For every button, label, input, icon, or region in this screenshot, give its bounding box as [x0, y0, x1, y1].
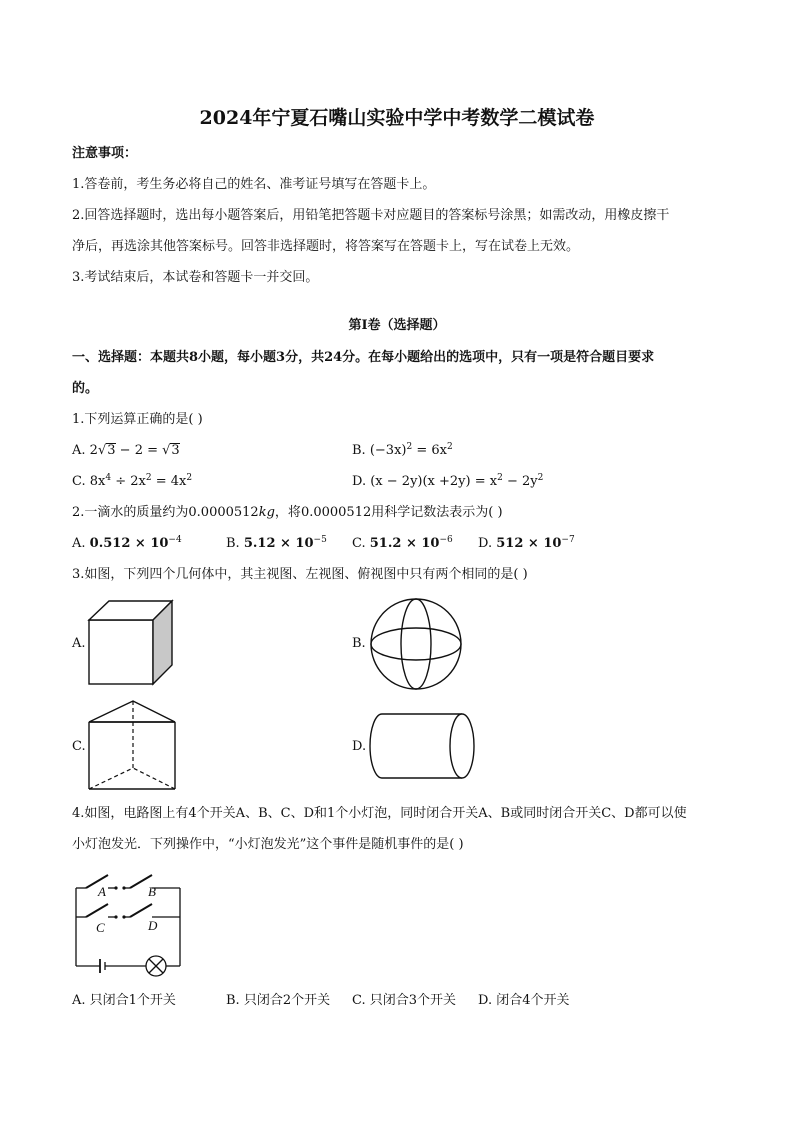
q3-stem: 3.如图，下列四个几何体中，其主视图、左视图、俯视图中只有两个相同的是( ) [72, 567, 528, 582]
q1-option-c: C. $8x^4 \div 2x^2 = 4x^2$ [72, 473, 193, 489]
switch-a-label: A [98, 884, 106, 899]
q1-option-d: D. $(x - 2y)(x +2y) = x^2 - 2y^2$ [352, 473, 544, 489]
q2-option-a: A. $0.512 \times 10^{-4}$ [72, 535, 182, 551]
switch-c-label: C [96, 920, 105, 935]
part1-title: 第Ⅰ卷（选择题） [348, 318, 446, 333]
q1-stem: 1.下列运算正确的是( ) [72, 412, 203, 427]
q4-option-d: D. 闭合4个开关 [478, 993, 570, 1008]
section1-instructions-line-1: 一、选择题：本题共8小题，每小题3分，共24分。在每小题给出的选项中，只有一项是符合题目要求 [72, 350, 655, 365]
notice-item-2-line-2: 净后，再选涂其他答案标号。回答非选择题时，将答案写在答题卡上，写在试卷上无效。 [72, 239, 580, 254]
q4-option-a: A. 只闭合1个开关 [72, 993, 176, 1008]
q2-option-b: B. $5.12 \times 10^{-5}$ [226, 535, 327, 551]
cylinder-figure [368, 712, 478, 780]
notice-item-1: 1.答卷前，考生务必将自己的姓名、准考证号填写在答题卡上。 [72, 177, 436, 192]
q4-option-b: B. 只闭合2个开关 [226, 993, 331, 1008]
q3-option-c-label: C. [72, 739, 86, 754]
q2-option-c: C. $51.2 \times 10^{-6}$ [352, 535, 453, 551]
notice-item-2-line-1: 2.回答选择题时，选出每小题答案后，用铅笔把答题卡对应题目的答案标号涂黑；如需改动，用橡皮擦干 [72, 208, 670, 223]
q2-option-d: D. $512 \times 10^{-7}$ [478, 535, 575, 551]
circuit-diagram [72, 870, 187, 975]
q4-stem-line-2: 小灯泡发光．下列操作中，“小灯泡发光”这个事件是随机事件的是( ) [72, 837, 464, 852]
cube-figure [88, 600, 184, 686]
notice-heading: 注意事项： [72, 146, 138, 161]
triangular-prism-figure [88, 700, 180, 792]
q4-option-c: C. 只闭合3个开关 [352, 993, 457, 1008]
q3-option-a-label: A. [72, 636, 86, 651]
q1-option-a: A. 2√3 − 2 = √3 [72, 443, 180, 458]
q4-stem-line-1: 4.如图，电路图上有4个开关A、B、C、D和1个小灯泡，同时闭合开关A、B或同时闭合开关C、D都可以使 [72, 806, 687, 821]
page-title: 2024年宁夏石嘴山实验中学中考数学二模试卷 [199, 107, 595, 129]
q2-stem: 2.一滴水的质量约为0.0000512kg，将0.0000512用科学记数法表示为( ) [72, 505, 503, 520]
switch-b-label: B [148, 884, 156, 899]
section1-instructions-line-2: 的。 [72, 381, 99, 396]
sphere-figure [368, 598, 464, 690]
q1-option-b: B. $(-3x)^2 = 6x^2$ [352, 442, 453, 458]
notice-item-3: 3.考试结束后，本试卷和答题卡一并交回。 [72, 270, 319, 285]
switch-d-label: D [148, 918, 158, 933]
q3-option-b-label: B. [352, 636, 366, 651]
q3-option-d-label: D. [352, 739, 367, 754]
